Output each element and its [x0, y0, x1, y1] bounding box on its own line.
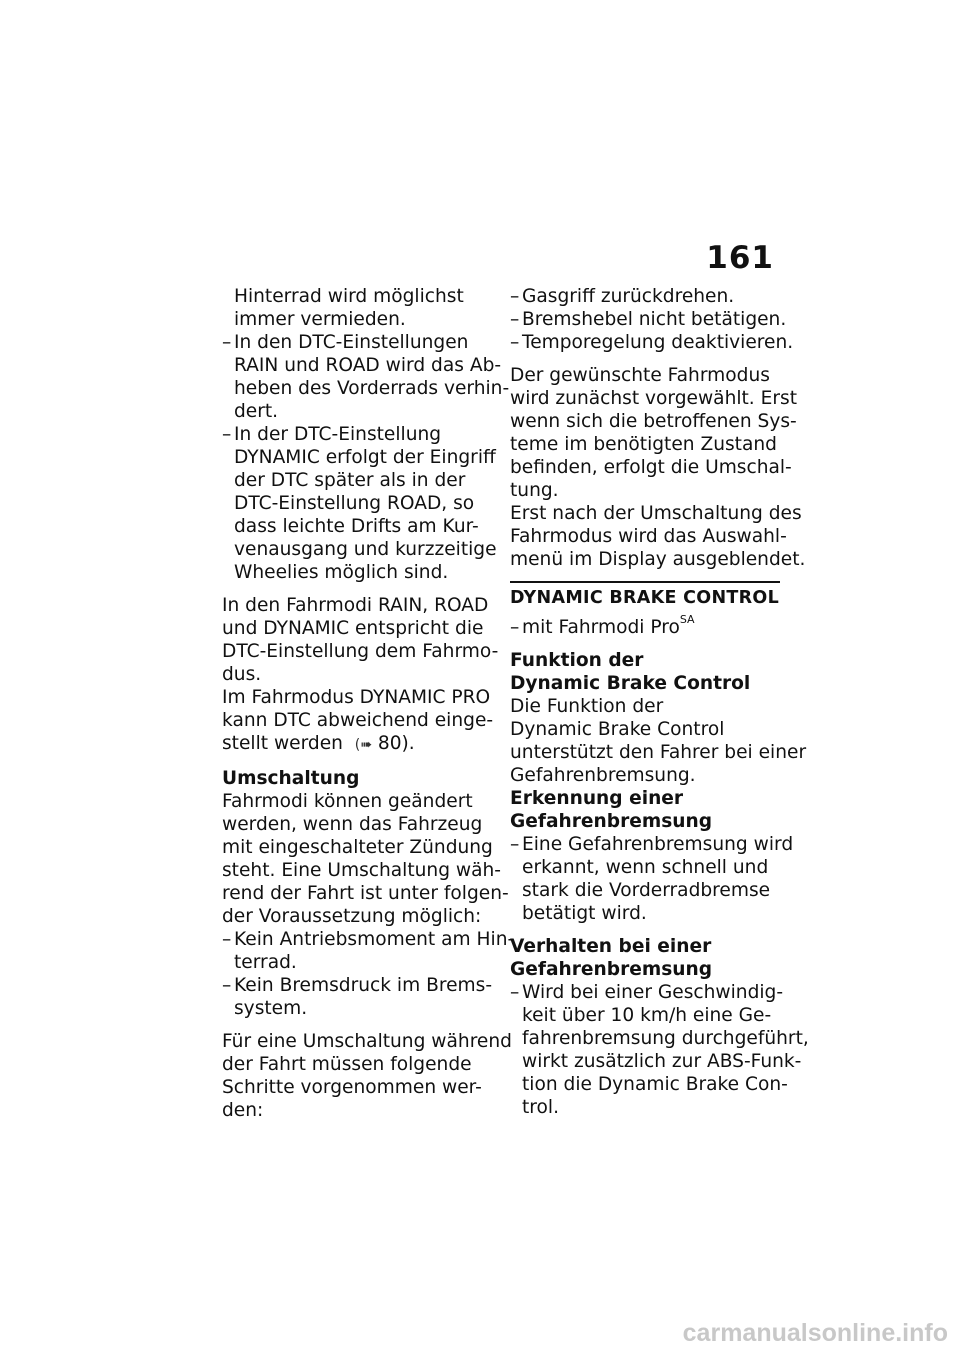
- bullet-dtc-dynamic: [222, 423, 497, 584]
- text-line: Fahrmodi können geändert: [222, 791, 473, 812]
- text-line: Kein Bremsdruck im Brems-: [234, 975, 493, 996]
- text-line: Wird bei einer Geschwindig-: [522, 982, 784, 1003]
- text-line: der Fahrt müssen folgende: [222, 1054, 472, 1075]
- text-line: Erst nach der Umschaltung des: [510, 503, 802, 524]
- text-line: dus.: [222, 664, 262, 685]
- text-line: Wheelies möglich sind.: [234, 562, 449, 583]
- text-line: Die Funktion der: [510, 696, 664, 717]
- text-line: Der gewünschte Fahrmodus: [510, 365, 770, 386]
- text-line: dert.: [234, 401, 279, 422]
- text-line: system.: [234, 998, 308, 1019]
- verhalten-heading: Verhalten bei einer: [510, 936, 712, 957]
- text-line: Bremshebel nicht betätigen.: [522, 309, 787, 330]
- bullet-verhalten: [510, 981, 809, 1119]
- step-temporegelung: [510, 331, 794, 354]
- text-line: der Voraussetzung möglich:: [222, 906, 482, 927]
- text-line: wird zunächst vorgewählt. Erst: [510, 388, 797, 409]
- umschaltung-heading: Umschaltung: [222, 768, 360, 789]
- text-line: DTC-Einstellung dem Fahrmo-: [222, 641, 499, 662]
- dash-marker: –: [222, 929, 232, 950]
- text-line: DTC-Einstellung ROAD, so: [234, 493, 475, 514]
- section-title: DYNAMIC BRAKE CONTROL: [510, 581, 780, 610]
- text-line: tion die Dynamic Brake Con-: [522, 1074, 788, 1095]
- text-line: Gasgriff zurückdrehen.: [522, 286, 735, 307]
- step-bremshebel: [510, 308, 787, 331]
- right-column: [510, 285, 809, 1119]
- text-line: Im Fahrmodus DYNAMIC PRO: [222, 687, 491, 708]
- option-text: mit Fahrmodi Pro: [522, 617, 680, 638]
- text-line: werden, wenn das Fahrzeug: [222, 814, 483, 835]
- text-line: Für eine Umschaltung während: [222, 1031, 512, 1052]
- left-column: [222, 285, 515, 1122]
- dash-marker: –: [222, 424, 232, 445]
- dash-marker: –: [510, 617, 520, 638]
- step-gasgriff: [510, 285, 780, 308]
- text-line: kann DTC abweichend einge-: [222, 710, 494, 731]
- text-line: Gefahrenbremsung.: [510, 765, 696, 786]
- dash-marker: –: [510, 309, 520, 330]
- text-line: immer vermieden.: [234, 309, 406, 330]
- erkennung-heading: Gefahrenbremsung: [510, 811, 713, 832]
- funktion-heading: Dynamic Brake Control: [510, 673, 751, 694]
- text-line: erkannt, wenn schnell und: [522, 857, 769, 878]
- text-line: betätigt wird.: [522, 903, 647, 924]
- text-line: den:: [222, 1100, 264, 1121]
- text-line: Temporegelung deaktivieren.: [522, 332, 794, 353]
- text-line: stark die Vorderradbremse: [522, 880, 771, 901]
- text-line: [222, 732, 492, 757]
- watermark: carmanualsonline.info: [682, 1319, 948, 1347]
- dash-marker: –: [510, 332, 520, 353]
- text-line: RAIN und ROAD wird das Ab-: [234, 355, 502, 376]
- text-line: der DTC später als in der: [234, 470, 466, 491]
- text-fragment: stellt werden: [222, 733, 343, 754]
- text-line: terrad.: [234, 952, 297, 973]
- text-line: teme im benötigten Zustand: [510, 434, 777, 455]
- text-line: DYNAMIC erfolgt der Eingriff: [234, 447, 496, 468]
- bullet-bremsdruck: [222, 974, 492, 1020]
- text-line: rend der Fahrt ist unter folgen-: [222, 883, 509, 904]
- arrow-right-icon: (➠: [354, 737, 372, 753]
- text-line: tung.: [510, 480, 559, 501]
- page-number: 161: [706, 240, 774, 276]
- text-line: und DYNAMIC entspricht die: [222, 618, 484, 639]
- text-line: dass leichte Drifts am Kur-: [234, 516, 479, 537]
- text-line: Dynamic Brake Control: [510, 719, 725, 740]
- dash-marker: –: [222, 975, 232, 996]
- text-line: befinden, erfolgt die Umschal-: [510, 457, 792, 478]
- option-superscript: SA: [679, 612, 695, 626]
- text-line: menü im Display ausgeblendet.: [510, 549, 806, 570]
- dash-marker: –: [510, 982, 520, 1003]
- text-line: heben des Vorderrads verhin-: [234, 378, 510, 399]
- text-line: keit über 10 km/h eine Ge-: [522, 1005, 772, 1026]
- text-line: wenn sich die betroffenen Sys-: [510, 411, 797, 432]
- funktion-heading: Funktion der: [510, 650, 644, 671]
- bullet-erkennung: [510, 833, 794, 925]
- text-line: Hinterrad wird möglichst: [234, 286, 464, 307]
- text-line: Fahrmodus wird das Auswahl-: [510, 526, 787, 547]
- dash-marker: –: [510, 834, 520, 855]
- bullet-antriebsmoment: [222, 928, 515, 974]
- text-line: Kein Antriebsmoment am Hin-: [234, 929, 515, 950]
- text-line: mit eingeschalteter Zündung: [222, 837, 493, 858]
- text-line: venausgang und kurzzeitige: [234, 539, 497, 560]
- text-line: Eine Gefahrenbremsung wird: [522, 834, 794, 855]
- verhalten-heading: Gefahrenbremsung: [510, 959, 713, 980]
- dash-marker: –: [222, 332, 232, 353]
- text-line: In den Fahrmodi RAIN, ROAD: [222, 595, 489, 616]
- page-reference-number: 80).: [371, 733, 415, 754]
- text-line: trol.: [522, 1097, 559, 1118]
- dash-marker: –: [510, 286, 520, 307]
- bullet-dtc-rain-road: [222, 331, 510, 423]
- text-line: wirkt zusätzlich zur ABS-Funk-: [522, 1051, 802, 1072]
- text-line: In den DTC-Einstellungen: [234, 332, 469, 353]
- text-line: Schritte vorgenommen wer-: [222, 1077, 482, 1098]
- text-line: In der DTC-Einstellung: [234, 424, 442, 445]
- text-line: fahrenbremsung durchgeführt,: [522, 1028, 809, 1049]
- erkennung-heading: Erkennung einer: [510, 788, 684, 809]
- option-note: [510, 612, 780, 639]
- page-reference-link[interactable]: [355, 733, 415, 754]
- text-line: [522, 612, 780, 639]
- text-line: steht. Eine Umschaltung wäh-: [222, 860, 502, 881]
- text-line: unterstützt den Fahrer bei einer: [510, 742, 807, 763]
